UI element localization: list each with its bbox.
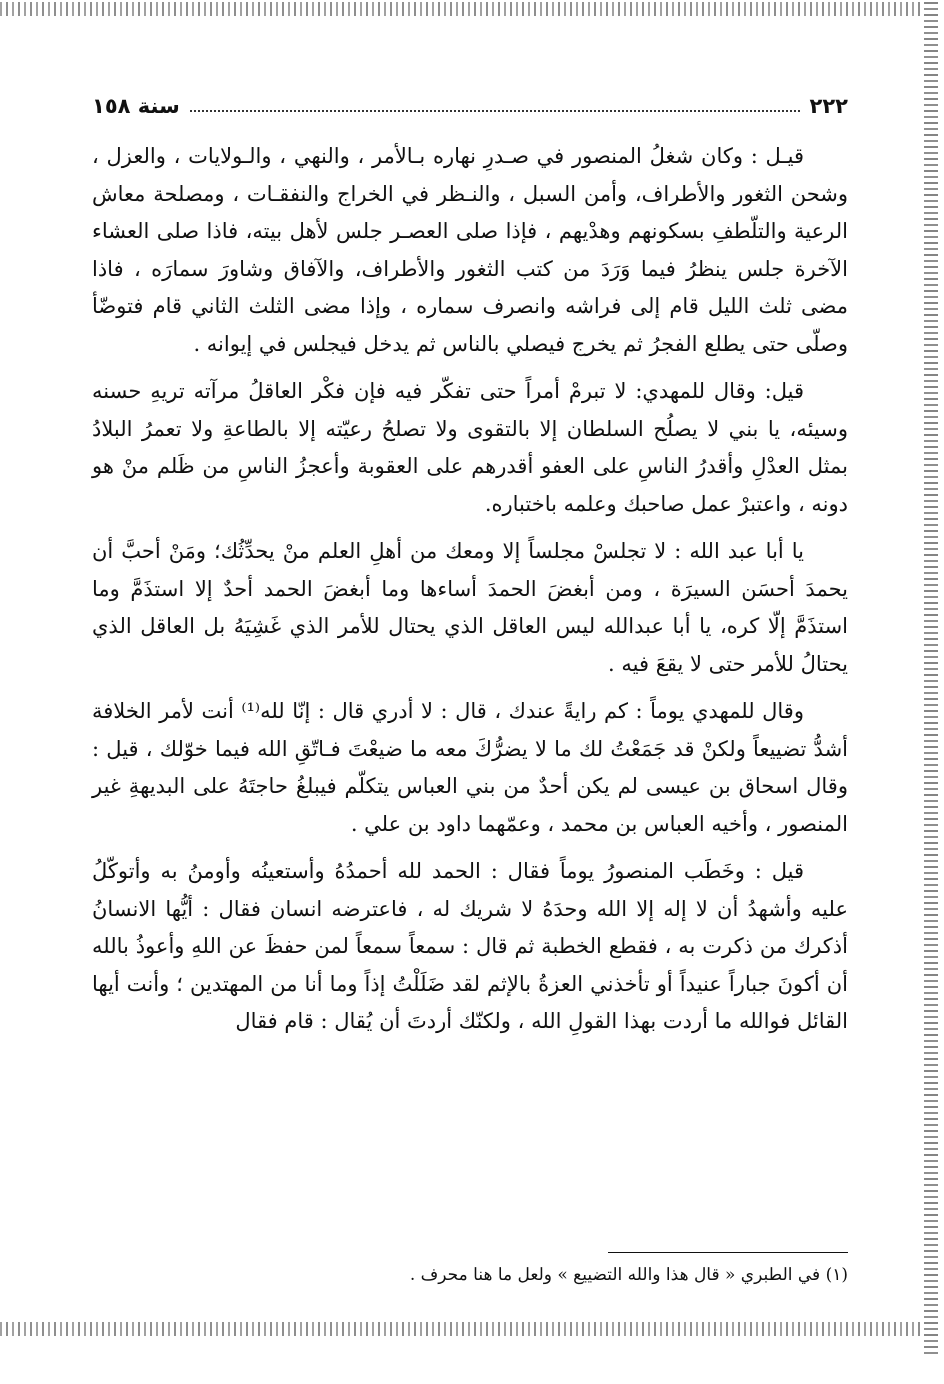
running-head-year: سنة ١٥٨ [92, 94, 180, 118]
decorative-border-right [924, 0, 938, 1354]
paragraph-3: يا أبا عبد الله : لا تجلسْ مجلساً إلا ومعك من أهلِ العلم منْ يحدِّثُك؛ ومَنْ أحبَّ أن يحمدَ أحسَن السيرَة ، ومن أبغضَ الحمدَ أساءها وما أبغضَ الحمد أحدٌ إلا استذَمَّ وما استذَمَّ إلّا كره، يا أبا عبدالله ليس العاقل الذي يحتال للأمر الذي غَشِيَهُ بل العاقل الذي يحتالُ للأمر حتى لا يقعَ فيه . [92, 539, 848, 676]
paragraph-4: وقال للمهدي يوماً : كم رايةً عندك ، قال : لا أدري قال : إنّا لله⁽¹⁾ أنت لأمر الخلافة أشدُّ تضييعاً ولكنْ قد جَمَعْتُ لك ما لا يضرُّكَ معه ما ضيعْتَ فـاتّقِ الله فيما خوّلك ، قيل : وقال اسحاق بن عيسى لم يكن أحدٌ من بني العباس يتكلّم فيبلغُ حاجتَهُ على البديهةِ غير المنصور ، وأخيه العباس بن محمد ، وعمّهما داود بن علي . [92, 699, 848, 836]
paragraph-1: قيـل : وكان شغلُ المنصور في صـدرِ نهاره بـالأمر ، والنهي ، والـولايات ، والعزل ، وشحن الثغور والأطراف، وأمن السبل ، والنـظر في الخراج والنفقـات ، ومصلحة معاش الرعية والتلّطفِ بسكونهم وهدْيهم ، فإذا صلى العصـر جلس لأهل بيته، فاذا صلى العشاء الآخرة جلس ينظرُ فيما وَرَدَ من كتب الثغور والأطراف، والآفاق وشاورَ سمارَه ، فاذا مضى ثلث الليل قام إلى فراشه وانصرف سماره ، وإذا مضى الثلث الثاني قام فتوضّأ وصلّى حتى يطلع الفجرُ ثم يخرج فيصلي بالناس ثم يدخل فيجلس في إيوانه . [92, 144, 848, 356]
header-dotted-leader [190, 110, 800, 112]
page-number: ٢٢٢ [809, 94, 848, 118]
decorative-border-top [0, 2, 924, 16]
paragraph-5: قيل : وخَطَب المنصورُ يوماً فقال : الحمد لله أحمدُهُ وأستعينُه وأومنُ به وأتوكّلُ عليه وأشهدُ أن لا إله إلا الله وحدَهُ لا شريك له ، فاعترضه انسان فقال : أيُّها الانسانُ أذكرك من ذكرت به ، فقطع الخطبة ثم قال : سمعاً سمعاً لمن حفظَ عن اللهِ وأعوذُ بالله أن أكونَ جباراً عنيداً أو تأخذني العزةُ بالإثم لقد ضَلَلْتُ إذاً وما أنا من المهتدين ؛ وأنت أيها القائل فوالله ما أردت بهذا القولِ الله ، ولكنّك أردتَ أن يُقال : قام فقال [92, 859, 848, 1033]
decorative-border-bottom [0, 1322, 924, 1336]
footnote-separator [608, 1252, 848, 1253]
page-body [92, 138, 848, 1051]
footnote: (١) في الطبري « قال هذا والله التضييع » ولعل ما هنا محرف . [409, 1265, 848, 1285]
page-header [92, 90, 848, 118]
paragraph-2: قيل: وقال للمهدي: لا تبرمْ أمراً حتى تفكّر فيه فإن فكْر العاقلُ مرآته تريهِ حسنه وسيئه، يا بني لا يصلُح السلطان إلا بالتقوى ولا تصلحُ رعيّته إلا بالطاعةِ ولا تعمرُ البلادُ بمثل العدْلِ وأقدرُ الناسِ على العفو أقدرهم على العقوبة وأعجزُ الناسِ من ظَلم منْ هو دونه ، واعتبرْ عمل صاحبك وعلمه باختباره. [92, 379, 848, 516]
